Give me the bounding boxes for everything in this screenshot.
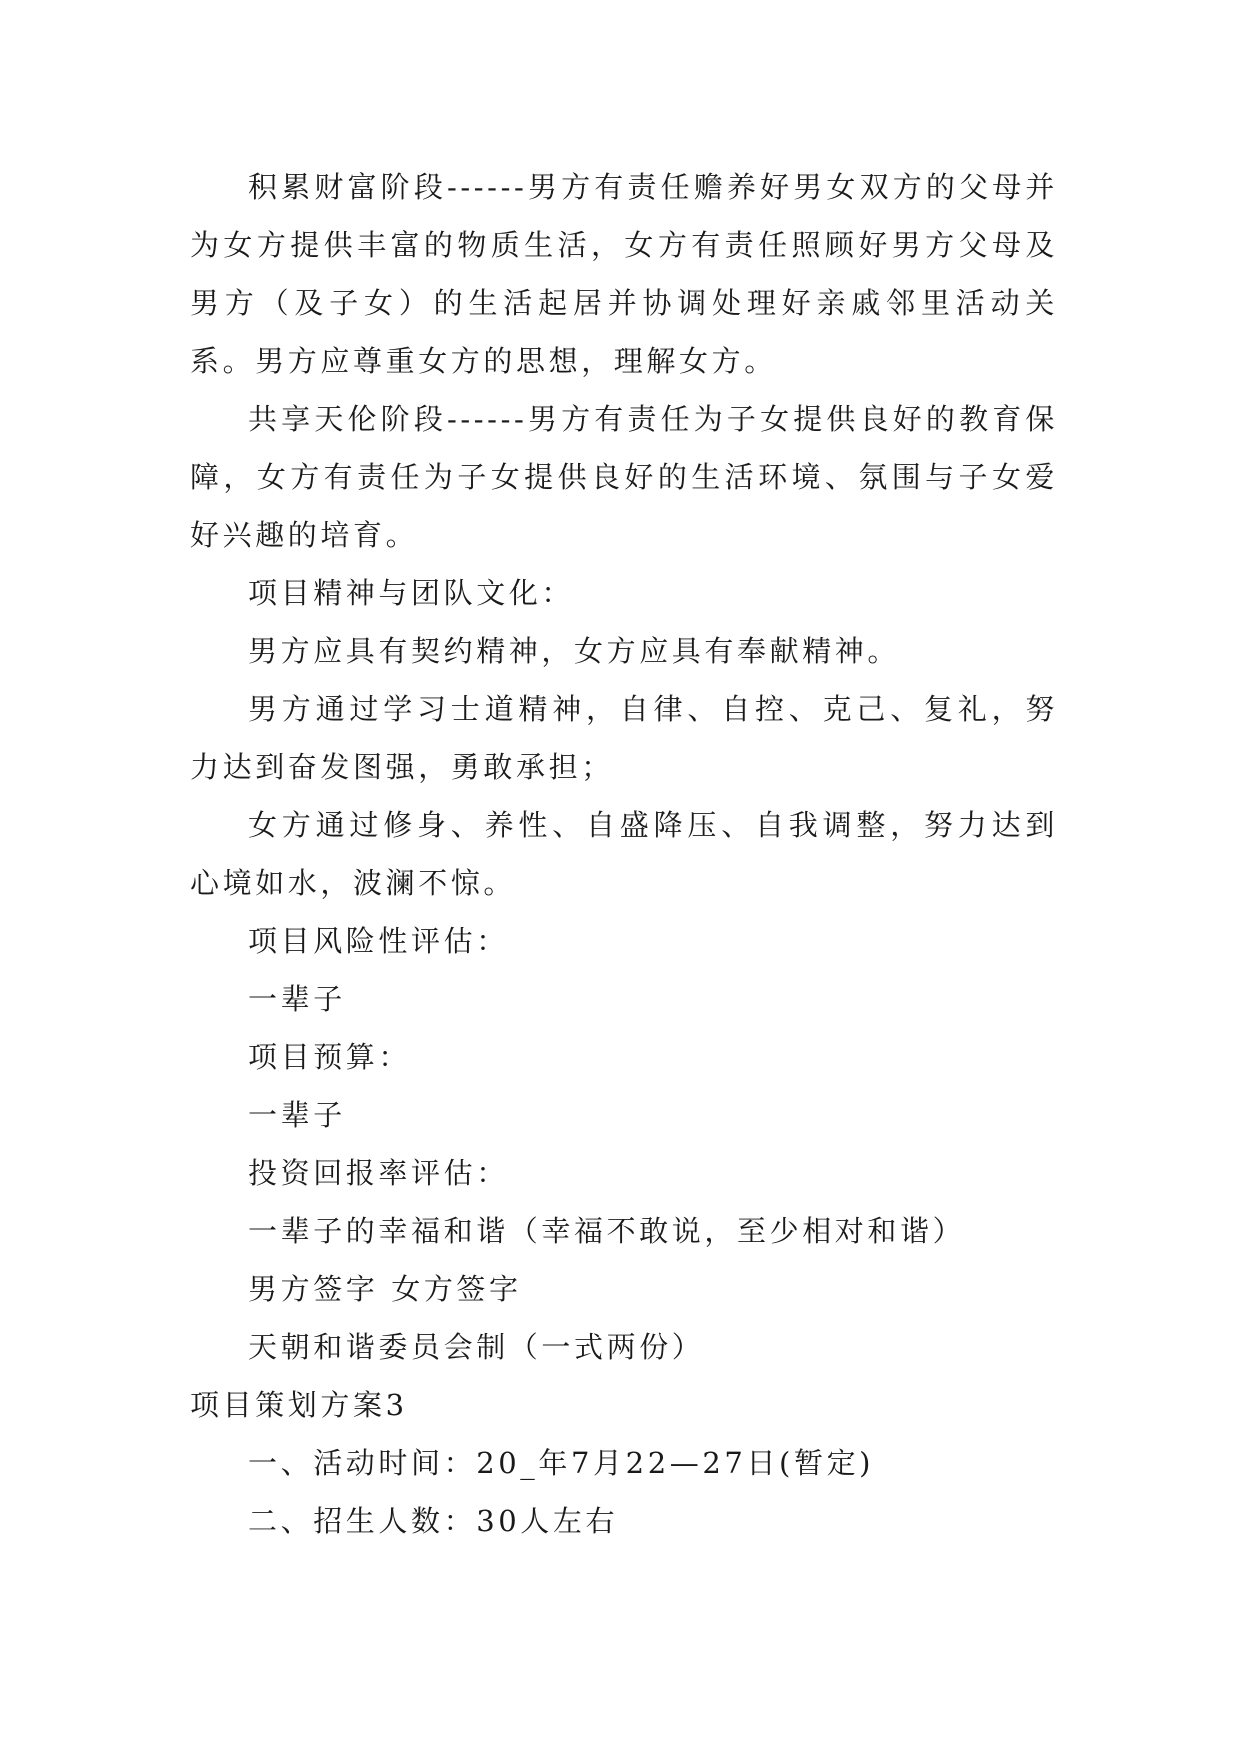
enrollment-count: 二、招生人数：30人左右 xyxy=(248,1504,619,1538)
heading-roi-assessment: 投资回报率评估： xyxy=(248,1156,509,1190)
value-roi-assessment: 一辈子的幸福和谐（幸福不敢说，至少相对和谐） xyxy=(248,1214,966,1248)
paragraph-contract-spirit: 男方应具有契约精神，女方应具有奉献精神。 xyxy=(248,634,901,668)
value-budget: 一辈子 xyxy=(248,1098,346,1132)
paragraph-female-cultivation: 女方通过修身、养性、自盛降压、自我调整，努力达到心境如水，波澜不惊。 xyxy=(190,808,1058,900)
heading-project-spirit: 项目精神与团队文化： xyxy=(248,576,575,610)
paragraph-family-stage: 共享天伦阶段------男方有责任为子女提供良好的教育保障，女方有责任为子女提供良好的生活环境、氛围与子女爱好兴趣的培育。 xyxy=(190,402,1058,552)
value-risk-assessment: 一辈子 xyxy=(248,982,346,1016)
paragraph-male-discipline: 男方通过学习士道精神，自律、自控、克己、复礼，努力达到奋发图强，勇敢承担； xyxy=(190,692,1058,784)
section-title: 项目策划方案3 xyxy=(190,1388,408,1422)
issuer-line: 天朝和谐委员会制（一式两份） xyxy=(248,1330,705,1364)
document-body xyxy=(190,158,1058,1550)
activity-time: 一、活动时间：20_年7月22—27日(暂定) xyxy=(248,1446,875,1480)
heading-risk-assessment: 项目风险性评估： xyxy=(248,924,509,958)
paragraph-accumulate-wealth: 积累财富阶段------男方有责任赡养好男女双方的父母并为女方提供丰富的物质生活，女方有责任照顾好男方父母及男方（及子女）的生活起居并协调处理好亲戚邻里活动关系。男方应尊重女方的思想，理解女方。 xyxy=(190,170,1058,378)
heading-budget: 项目预算： xyxy=(248,1040,412,1074)
signature-line: 男方签字 女方签字 xyxy=(248,1272,522,1306)
